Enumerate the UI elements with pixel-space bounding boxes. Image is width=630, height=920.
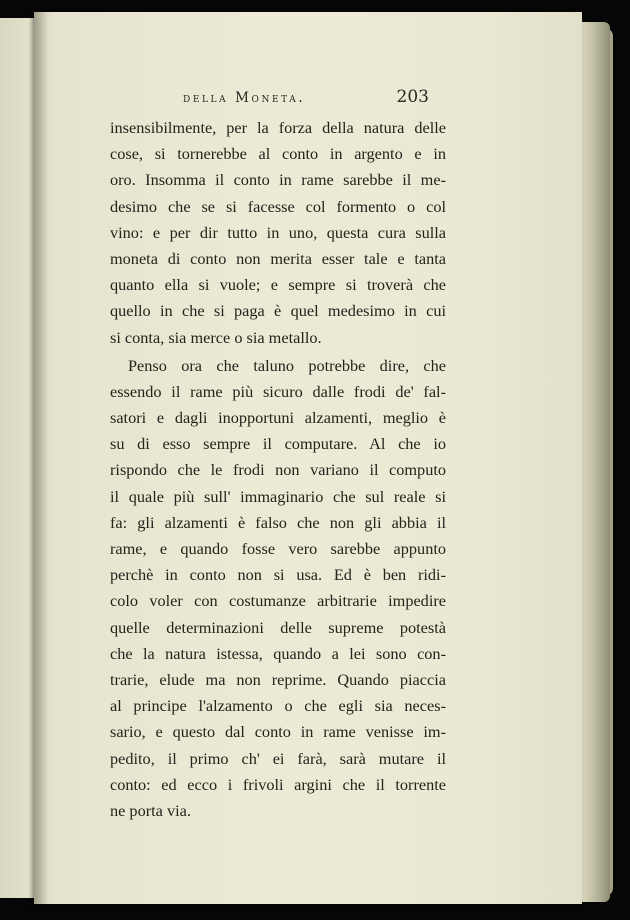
paragraph-end-line: ne porta via. [110,800,191,820]
text-line: fa: gli alzamenti è falso che non gli abbia il [110,512,446,532]
text-line: colo voler con costumanze arbitrarie impedire [110,591,446,611]
text-line: vino: e per dir tutto in uno, questa cura sulla [110,222,446,242]
text-line: il quale più sull' immaginario che sul reale si [110,486,446,506]
text-line: moneta di conto non merita esser tale e tanta [110,248,446,268]
text-line: satori e dagli inopportuni alzamenti, meglio è [110,408,446,428]
text-line: che la natura istessa, quando a lei sono con- [110,643,446,663]
text-line: oro. Insomma il conto in rame sarebbe il me- [110,170,446,190]
page-number: 203 [396,87,429,107]
text-line: desimo che se si facesse col formento o col [110,196,446,216]
text-line: perchè in conto non si usa. Ed è ben ridi- [110,565,446,585]
text-line: insensibilmente, per la forza della natura delle [110,118,446,137]
text-line: rispondo che le frodi non variano il computo [110,460,446,480]
gutter-shadow [34,12,48,904]
text-line: trarie, elude ma non reprime. Quando piaccia [110,669,446,689]
paragraph-end-line: si conta, sia merce o sia metallo. [110,327,322,347]
running-title: della Moneta. [183,90,306,106]
text-line: quello in che si paga è quel medesimo in cui [110,301,446,321]
text-line: quelle determinazioni delle supreme potestà [110,617,446,637]
text-line: pedito, il primo ch' ei farà, sarà mutare il [110,748,446,768]
paragraph-start-line: Penso ora che taluno potrebbe dire, che [128,355,446,375]
text-line: sario, e questo dal conto in rame venisse im- [110,722,446,742]
text-line: conto: ed ecco i frivoli argini che il torrente [110,774,446,794]
body-text [110,115,446,824]
text-line: su di esso sempre il computare. Al che io [110,434,446,454]
text-line: quanto ella si vuole; e sempre si troverà che [110,275,446,295]
text-line: al principe l'alzamento o che egli sia neces- [110,696,446,716]
page-header [183,87,429,113]
text-line: rame, e quando fosse vero sarebbe appunto [110,539,446,558]
text-line: essendo il rame più sicuro dalle frodi de' fal- [110,381,446,401]
text-line: cose, si tornerebbe al conto in argento e in [110,144,446,164]
